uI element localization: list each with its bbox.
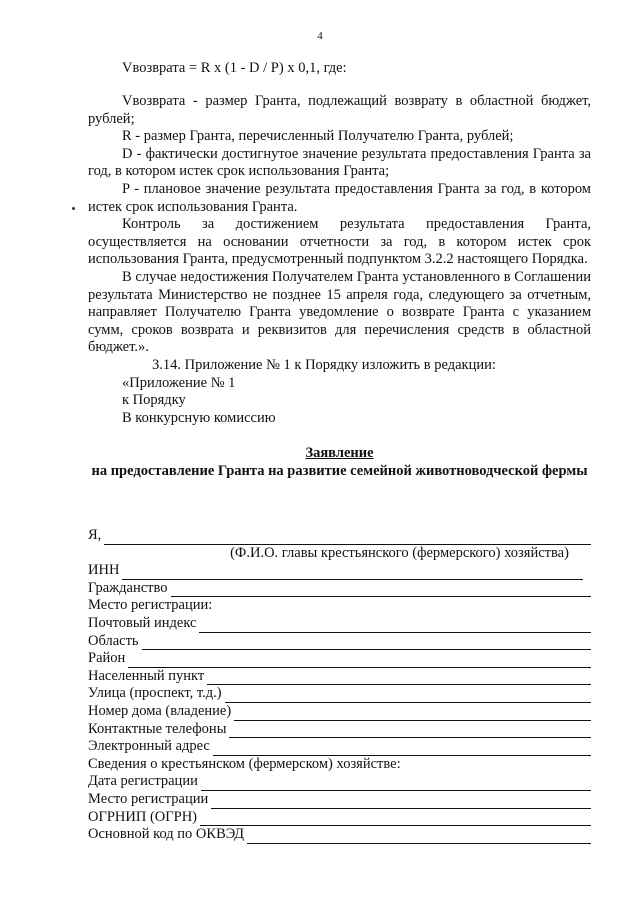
field-email-input[interactable] xyxy=(213,743,591,756)
field-name-caption: (Ф.И.О. главы крестьянского (фермерского) хозяйства) xyxy=(230,544,569,561)
page-number: 4 xyxy=(317,30,323,42)
field-farm-info-heading xyxy=(88,756,591,774)
field-okved-input[interactable] xyxy=(247,831,591,844)
paragraph-d: D - фактически достигнутое значение результата предоставления Гранта за год, в котором истек срок использования Гранта; xyxy=(88,145,591,180)
field-region-input[interactable] xyxy=(142,637,591,650)
field-house-input[interactable] xyxy=(234,708,591,721)
paragraph-vreturn: Vвозврата - размер Гранта, подлежащий возврату в областной бюджет, рублей; xyxy=(88,93,591,127)
field-reg-place-heading xyxy=(88,597,591,615)
field-inn xyxy=(88,562,591,580)
field-district-input[interactable] xyxy=(128,655,591,668)
item-3-14: 3.14. Приложение № 1 к Порядку изложить в редакции: xyxy=(152,356,496,373)
field-okved-label: Основной код по ОКВЭД xyxy=(88,826,244,843)
field-email-label: Электронный адрес xyxy=(88,738,210,755)
field-phones-label: Контактные телефоны xyxy=(88,720,227,737)
field-postal-label: Почтовый индекс xyxy=(88,614,197,631)
field-reg-place2-label: Место регистрации xyxy=(88,790,209,807)
field-reg-place2 xyxy=(88,791,591,809)
heading-subtitle: на предоставление Гранта на развитие семейной животноводческой фермы xyxy=(91,462,588,479)
field-postal-input[interactable] xyxy=(199,620,591,633)
field-inn-label: ИНН xyxy=(88,562,120,579)
application-heading xyxy=(88,445,591,480)
field-region-label: Область xyxy=(88,632,139,649)
field-ogrnip-label: ОГРНИП (ОГРН) xyxy=(88,808,198,825)
field-house xyxy=(88,703,591,721)
field-reg-place2-input[interactable] xyxy=(211,796,591,809)
paragraph-control: Контроль за достижением результата предоставления Гранта, осуществляется на основании отчетности за год, в котором истек срок использования Гранта, предусмотренный подпунктом 3.2.2 настоящего Порядка. xyxy=(88,216,591,268)
field-street xyxy=(88,685,591,703)
field-locality xyxy=(88,668,591,686)
field-email xyxy=(88,738,591,756)
field-name-input[interactable] xyxy=(104,532,591,545)
field-name xyxy=(88,527,591,545)
field-phones-input[interactable] xyxy=(229,725,591,738)
body-text xyxy=(88,93,591,480)
field-reg-date xyxy=(88,773,591,791)
appendix-label: «Приложение № 1 xyxy=(122,374,236,391)
paragraph-r: R - размер Гранта, перечисленный Получателю Гранта, рублей; xyxy=(122,128,514,145)
margin-dot xyxy=(72,207,75,210)
field-reg-place-label: Место регистрации: xyxy=(88,597,213,614)
return-formula: Vвозврата = R x (1 - D / P) x 0,1, где: xyxy=(122,60,347,76)
field-district xyxy=(88,650,591,668)
field-name-label: Я, xyxy=(88,527,102,543)
field-reg-date-label: Дата регистрации xyxy=(88,773,198,790)
field-postal xyxy=(88,615,591,633)
field-citizenship-input[interactable] xyxy=(171,584,591,597)
addressee: В конкурсную комиссию xyxy=(122,409,276,426)
field-citizenship-label: Гражданство xyxy=(88,579,168,596)
field-street-label: Улица (проспект, т.д.) xyxy=(88,685,222,702)
field-locality-input[interactable] xyxy=(207,672,591,685)
field-phones xyxy=(88,721,591,739)
field-farm-info-label: Сведения о крестьянском (фермерском) хозяйстве: xyxy=(88,755,401,772)
paragraph-notice: В случае недостижения Получателем Гранта установленного в Соглашении результата Министерство не позднее 15 апреля года, следующего за отчетным, направляет Получателю Гранта уведомление о возврате Гранта с указанием сумм, сроков возврата и реквизитов для перечисления средств в областной бюджет.». xyxy=(88,268,591,356)
appendix-label-2: к Порядку xyxy=(122,392,186,409)
field-locality-label: Населенный пункт xyxy=(88,667,205,684)
application-form xyxy=(88,527,591,844)
field-ogrnip-input[interactable] xyxy=(200,813,591,826)
heading-title: Заявление xyxy=(305,445,374,462)
field-citizenship xyxy=(88,580,591,598)
field-house-label: Номер дома (владение) xyxy=(88,702,232,719)
field-street-input[interactable] xyxy=(225,690,591,703)
field-reg-date-input[interactable] xyxy=(201,778,591,791)
field-ogrnip xyxy=(88,809,591,827)
field-district-label: Район xyxy=(88,650,126,667)
field-okved xyxy=(88,826,591,844)
field-inn-input[interactable] xyxy=(122,567,583,580)
paragraph-p: P - плановое значение результата предоставления Гранта за год, в котором истек срок использования Гранта. xyxy=(88,180,591,215)
field-region xyxy=(88,633,591,651)
